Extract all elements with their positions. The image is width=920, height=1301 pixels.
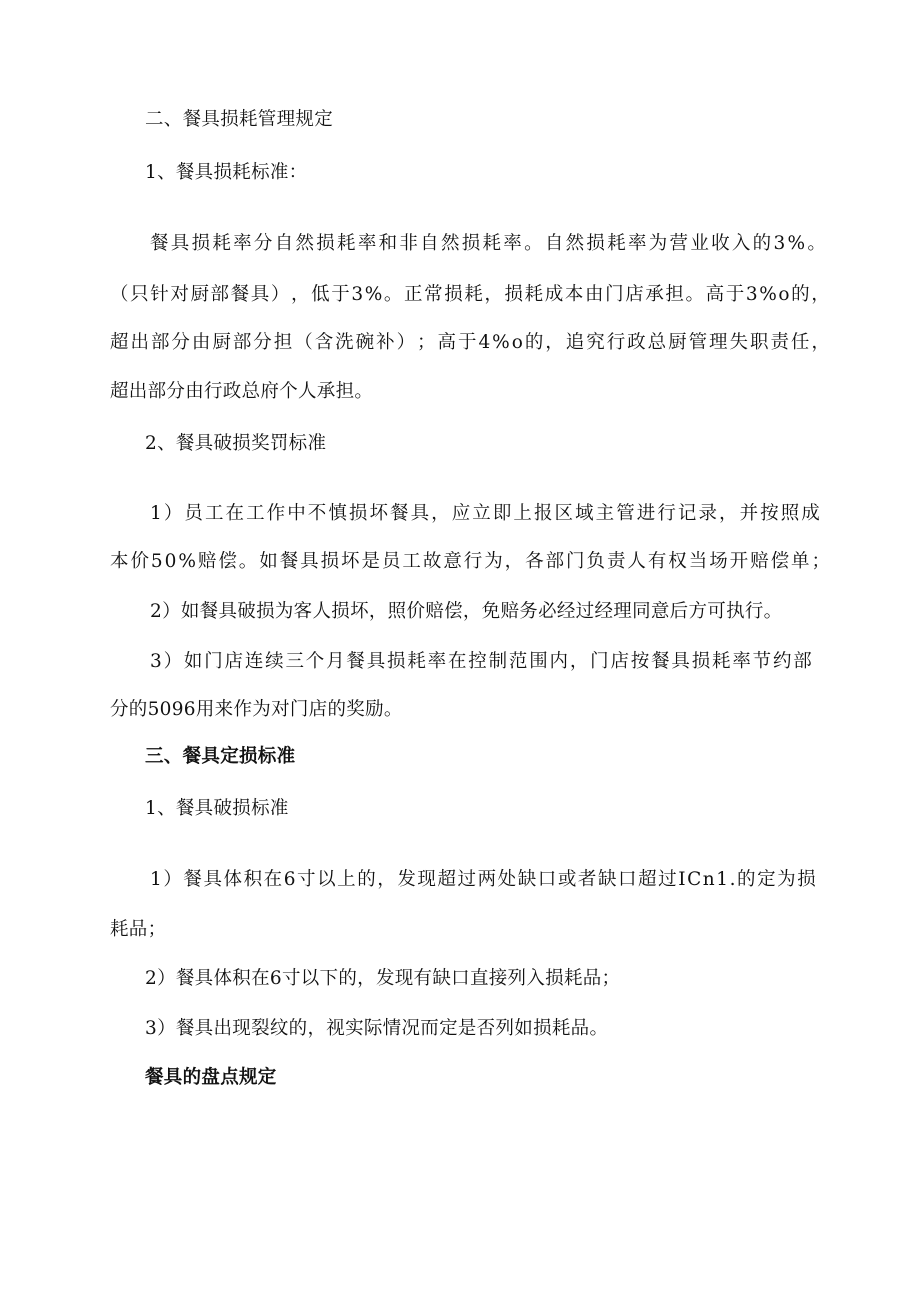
list-item-text-char: 不 (307, 503, 327, 524)
list-item-text-char: 餐 (279, 551, 299, 572)
paragraph-text-char: 的 (524, 332, 544, 353)
list-item-text-char: 偿 (770, 551, 790, 572)
list-item-text-char: 工 (204, 503, 224, 524)
list-item-text-char: 围 (529, 651, 548, 672)
paragraph-text-char: ， (811, 332, 830, 353)
paragraph-text-char: 针 (150, 284, 169, 305)
list-item-text-char: 按 (760, 503, 779, 524)
list-item-text-char: 范 (508, 651, 528, 672)
list-item-text-char: 上 (337, 869, 356, 890)
paragraph-text-char: 。 (685, 284, 705, 305)
list-item-text-char: 报 (533, 503, 553, 524)
list-item-text-char: 具 (366, 651, 386, 672)
paragraph-text-char: 耗 (464, 284, 483, 305)
list-item-text-char: ， (377, 869, 396, 890)
list-item-text-char: 店 (610, 651, 629, 672)
list-item-text-char: ， (569, 651, 589, 672)
paragraph-text-char: 然 (295, 233, 314, 254)
paragraph-text-char: 超 (110, 332, 129, 353)
paragraph-text-char: 店 (625, 284, 644, 305)
paragraph-text-char: 部 (150, 332, 170, 353)
paragraph-text-char: 业 (690, 233, 709, 254)
list-item-text-char: 两 (477, 869, 497, 890)
paragraph-text-char: % (787, 233, 806, 254)
list-item-text-char: 人 (627, 551, 646, 572)
paragraph-text-char: 率 (357, 233, 377, 254)
list-item-text-char: 上 (513, 503, 532, 524)
paragraph-text-char: 的 (791, 284, 810, 305)
list-item-text-char: 在 (263, 869, 283, 890)
paragraph-text-char: 出 (130, 332, 149, 353)
paragraph-text-char: 管 (688, 332, 708, 353)
paragraph-text-char: 于 (457, 332, 477, 353)
paragraph-text-char: 本 (564, 284, 584, 305)
paragraph-text-char: 入 (731, 233, 751, 254)
paragraph-text-char: 低 (311, 284, 330, 305)
list-item-text-char: 域 (575, 503, 594, 524)
list-item-text-char: 坏 (341, 551, 360, 572)
list-item-text-char: 照 (780, 503, 800, 524)
paragraph-text-char: 洗 (335, 332, 354, 353)
paragraph-text-char: 餐 (150, 233, 169, 254)
paragraph-text-char: % (492, 332, 510, 353)
list-item-text-char: 成 (801, 503, 820, 524)
list-item-text-char: 超 (638, 869, 657, 890)
list-item-text-char: 中 (287, 503, 306, 524)
list-item-text-char: 损 (348, 503, 368, 524)
list-item-text-char: 餐 (183, 869, 202, 890)
paragraph-text-char: 自 (274, 233, 294, 254)
paragraph-text-char: 厨 (668, 332, 687, 353)
paragraph-text-char: % (759, 284, 777, 305)
paragraph-text-char: 然 (565, 233, 585, 254)
list-item-text-char: 餐 (651, 651, 670, 672)
final-heading: 餐具的盘点规定 (145, 1067, 277, 1088)
list-item (150, 502, 820, 526)
list-item-text-char: 行 (657, 503, 676, 524)
paragraph-text-char: ； (417, 332, 436, 353)
paragraph-text-char: 损 (586, 233, 605, 254)
list-item-text-char: 损 (691, 651, 711, 672)
paragraph-text-char: 究 (586, 332, 605, 353)
paragraph-text-char: 成 (544, 284, 564, 305)
paragraph-text-char: 行 (606, 332, 626, 353)
list-item-text-char: 门 (590, 651, 609, 672)
paragraph-text-char: 率 (503, 233, 522, 254)
list-item-text-char: 餐 (346, 651, 365, 672)
paragraph-text-char: 于 (725, 284, 745, 305)
list-item-text-char: 意 (443, 551, 462, 572)
list-item (150, 868, 816, 892)
list-item-text-char: 耗 (712, 651, 731, 672)
paragraph-text-char: 率 (233, 233, 252, 254)
list-item-text-char: 具 (203, 869, 222, 890)
paragraph-text-char: 于 (331, 284, 350, 305)
paragraph-text-char: 具 (250, 284, 270, 305)
paragraph-text-char: 耗 (482, 233, 502, 254)
list-item-text-char: 1 (716, 869, 729, 890)
list-item-continuation (110, 550, 830, 574)
paragraph-text-char: 耗 (212, 233, 231, 254)
list-item-text-char: 作 (266, 503, 286, 524)
list-item-text-char: . (729, 869, 736, 890)
list-item-text-char: 缺 (517, 869, 537, 890)
paragraph-text-char: ） (396, 332, 416, 353)
section-3-heading: 三、餐具定损标准 (145, 746, 296, 767)
paragraph-line: 超出部分由行政总府个人承担。 (110, 381, 374, 402)
paragraph-text-char: 厨 (212, 332, 231, 353)
list-item-text-char: 负 (586, 551, 605, 572)
list-item-text-char: 主 (595, 503, 615, 524)
list-item: 3）餐具出现裂纹的，视实际情况而定是否列如损耗品。 (145, 1018, 609, 1039)
list-item-text-char: 如 (259, 551, 278, 572)
paragraph-text-char: ， (290, 284, 310, 305)
list-item-text-char: 各 (525, 551, 544, 572)
paragraph-text-char: 部 (210, 284, 230, 305)
list-item-text-char: 定 (757, 869, 776, 890)
list-item: 2）如餐具破损为客人损坏，照价赔偿，免赔务必经过经理同意后方可执行。 (150, 601, 783, 622)
paragraph-text-char: ， (545, 332, 564, 353)
list-item-text-char: 0 (164, 551, 177, 572)
section-3-item-1-heading: 1、餐具破损标准 (145, 798, 289, 819)
list-item-text-char: 为 (484, 551, 503, 572)
paragraph-text-char: 责 (770, 332, 789, 353)
list-item-text-char: ， (431, 503, 450, 524)
paragraph-text-char: o (778, 284, 790, 305)
paragraph-text-char: 理 (709, 332, 728, 353)
list-item-text-char: 门 (566, 551, 585, 572)
list-item-text-char: 率 (427, 651, 447, 672)
list-item (150, 650, 812, 674)
list-item-text-char: 如 (183, 651, 203, 672)
list-item-text-char: 3 (150, 651, 162, 672)
list-item-text-char: 行 (463, 551, 483, 572)
list-item-text-char: 权 (668, 551, 687, 572)
paragraph-text-char: 3 (773, 233, 786, 254)
list-item-continuation: 分的5096用来作为对门店的奖励。 (110, 699, 403, 720)
paragraph-text-char: 正 (403, 284, 423, 305)
list-item-text-char: 偿 (218, 551, 237, 572)
list-item-text-char: 现 (417, 869, 436, 890)
paragraph-text-char: 收 (711, 233, 730, 254)
list-item-text-char: 部 (545, 551, 565, 572)
list-item-text-char: 店 (224, 651, 244, 672)
paragraph-text-char: 营 (669, 233, 689, 254)
paragraph-text-char: 耗 (607, 233, 626, 254)
paragraph-text-char: 由 (191, 332, 211, 353)
list-item-text-char: 过 (658, 869, 677, 890)
list-item-text-char: 故 (422, 551, 442, 572)
paragraph-text-char: 厨 (190, 284, 209, 305)
list-item-text-char: 工 (402, 551, 421, 572)
list-item-text-char: 具 (300, 551, 319, 572)
list-item-text-char: 续 (265, 651, 284, 672)
paragraph-text-char: 自 (420, 233, 439, 254)
list-item-text-char: 口 (618, 869, 637, 890)
list-item-text-char: 损 (387, 651, 406, 672)
list-item-text-char: 并 (739, 503, 759, 524)
paragraph-text-char: 餐 (230, 284, 250, 305)
paragraph-text-char: o (511, 332, 523, 353)
list-item-text-char: C (687, 869, 702, 890)
list-item-text-char: 发 (397, 869, 416, 890)
paragraph-text-char: 分 (253, 233, 273, 254)
paragraph-text-char: 门 (605, 284, 624, 305)
paragraph-text-char: 为 (648, 233, 668, 254)
list-item-text-char: 具 (410, 503, 430, 524)
paragraph-text-char: 碗 (355, 332, 375, 353)
list-item-text-char: 损 (797, 869, 816, 890)
section-2-item-1-heading: 1、餐具损耗标准： (145, 162, 308, 183)
list-item-text-char: 录 (698, 503, 717, 524)
paragraph-text-char: 分 (253, 332, 272, 353)
paragraph-text-char: 和 (378, 233, 398, 254)
list-item-text-char: 管 (616, 503, 635, 524)
list-item-text-char: 赔 (750, 551, 769, 572)
list-item-text-char: 即 (492, 503, 512, 524)
list-item-text-char: 坏 (369, 503, 388, 524)
list-item-text-char: % (178, 551, 196, 572)
list-item-text-char: 个 (305, 651, 325, 672)
paragraph-text-char: 由 (584, 284, 604, 305)
paragraph-text-char: 政 (627, 332, 646, 353)
paragraph-text-char: 职 (749, 332, 769, 353)
paragraph-text-char: 追 (565, 332, 585, 353)
list-item-text-char: 门 (204, 651, 223, 672)
list-item-text-char: 。 (238, 551, 258, 572)
paragraph-text-char: 损 (504, 284, 524, 305)
list-item-text-char: 立 (472, 503, 491, 524)
list-item-text-char: 慎 (328, 503, 347, 524)
paragraph-text-char: 3 (745, 284, 758, 305)
list-item-text-char: 处 (497, 869, 517, 890)
list-item-text-char: 寸 (297, 869, 316, 890)
list-item-text-char: n (702, 869, 715, 890)
list-item-text-char: 耗 (407, 651, 426, 672)
paragraph-text-char: 损 (461, 233, 481, 254)
list-item-text-char: 的 (737, 869, 756, 890)
list-item-text-char: 责 (606, 551, 626, 572)
paragraph-text-char: 具 (170, 233, 190, 254)
paragraph-text-char: （ (294, 332, 313, 353)
paragraph-text-char: 只 (130, 284, 149, 305)
list-item-text-char: 部 (793, 651, 812, 672)
paragraph-line (150, 232, 826, 256)
paragraph-text-char: 高 (437, 332, 457, 353)
list-item-text-char: 的 (357, 869, 376, 890)
paragraph-text-char: 含 (314, 332, 334, 353)
paragraph-text-char: （ (110, 284, 129, 305)
list-item-text-char: 体 (223, 869, 243, 890)
list-item-text-char: 内 (549, 651, 569, 672)
list-item-text-char: 月 (326, 651, 345, 672)
list-item-text-char: 口 (537, 869, 557, 890)
list-item-text-char: 5 (150, 551, 163, 572)
list-item-text-char: 控 (468, 651, 487, 672)
paragraph-text-char: 担 (273, 332, 293, 353)
list-item-text-char: 在 (447, 651, 467, 672)
list-item-text-char: 餐 (390, 503, 409, 524)
paragraph-text-char: 。 (383, 284, 403, 305)
list-item-text-char: I (678, 869, 686, 890)
list-item-text-char: 损 (320, 551, 340, 572)
paragraph-text-char: 任 (790, 332, 810, 353)
list-item-text-char: 三 (285, 651, 304, 672)
list-item-text-char: 应 (451, 503, 471, 524)
list-item-text-char: ） (163, 651, 183, 672)
paragraph-text-char: ， (811, 284, 830, 305)
paragraph-text-char: % (364, 284, 383, 305)
list-item-text-char: 具 (671, 651, 690, 672)
paragraph-text-char: 损 (316, 233, 335, 254)
list-item-text-char: ， (719, 503, 738, 524)
list-item-text-char: 过 (457, 869, 477, 890)
paragraph-text-char: 非 (399, 233, 418, 254)
list-item-text-char: ； (811, 551, 830, 572)
paragraph-text-char: 3 (351, 284, 364, 305)
list-item-text-char: 在 (225, 503, 245, 524)
list-item-text-char: 制 (488, 651, 508, 672)
paragraph-text-char: 承 (645, 284, 664, 305)
paragraph-text-char: 。 (524, 233, 543, 254)
paragraph-text-char: 然 (440, 233, 460, 254)
paragraph-line (110, 331, 830, 355)
list-item-text-char: 当 (688, 551, 708, 572)
paragraph-line (110, 283, 830, 307)
list-item-text-char: 缺 (597, 869, 617, 890)
list-item-text-char: 约 (772, 651, 792, 672)
paragraph-text-char: 担 (665, 284, 684, 305)
paragraph-text-char: 的 (752, 233, 772, 254)
list-item-text-char: 工 (246, 503, 265, 524)
list-item-text-char: 节 (752, 651, 772, 672)
list-item-text-char: 以 (317, 869, 336, 890)
section-2-item-2-heading: 2、餐具破损奖罚标准 (145, 433, 327, 454)
paragraph-text-char: 补 (376, 332, 395, 353)
section-2-heading: 二、餐具损耗管理规定 (145, 109, 334, 130)
list-item-text-char: 为 (777, 869, 796, 890)
list-item-text-char: 是 (361, 551, 381, 572)
list-item: 2）餐具体积在6寸以下的，发现有缺口直接列入损耗品； (145, 968, 621, 989)
list-item-text-char: 有 (647, 551, 667, 572)
paragraph-text-char: 自 (544, 233, 564, 254)
list-item-text-char: ） (163, 869, 182, 890)
list-item-text-char: 连 (244, 651, 264, 672)
list-item-text-char: 赔 (197, 551, 217, 572)
list-item-text-char: 1 (150, 503, 162, 524)
paragraph-text-char: 总 (647, 332, 667, 353)
paragraph-text-char: ） (270, 284, 290, 305)
list-item-text-char: 率 (732, 651, 751, 672)
paragraph-text-char: 耗 (337, 233, 356, 254)
paragraph-text-char: 损 (191, 233, 211, 254)
paragraph-text-char: 。 (807, 233, 826, 254)
list-item-text-char: 积 (243, 869, 263, 890)
list-item-text-char: 本 (110, 551, 129, 572)
paragraph-text-char: 耗 (524, 284, 544, 305)
list-item-text-char: 记 (677, 503, 697, 524)
list-item-continuation: 耗品； (110, 919, 167, 940)
paragraph-text-char: 分 (171, 332, 190, 353)
list-item-text-char: ， (504, 551, 524, 572)
paragraph-text-char: 常 (424, 284, 443, 305)
list-item-text-char: 区 (554, 503, 574, 524)
paragraph-text-char: 率 (627, 233, 647, 254)
list-item-text-char: 员 (381, 551, 401, 572)
paragraph-text-char: 4 (478, 332, 491, 353)
list-item-text-char: 员 (184, 503, 203, 524)
paragraph-text-char: 损 (444, 284, 463, 305)
list-item-text-char: 6 (283, 869, 296, 890)
list-item-text-char: 进 (636, 503, 656, 524)
list-item-text-char: 开 (729, 551, 749, 572)
list-item-text-char: 超 (437, 869, 456, 890)
list-item-text-char: 价 (130, 551, 149, 572)
list-item-text-char: 场 (709, 551, 728, 572)
list-item-text-char: ） (163, 503, 183, 524)
list-item-text-char: 或 (557, 869, 577, 890)
paragraph-text-char: ， (484, 284, 503, 305)
list-item-text-char: 1 (150, 869, 162, 890)
paragraph-text-char: 对 (170, 284, 189, 305)
paragraph-text-char: 高 (705, 284, 725, 305)
list-item-text-char: 单 (791, 551, 810, 572)
paragraph-text-char: 失 (729, 332, 749, 353)
list-item-text-char: 者 (577, 869, 597, 890)
list-item-text-char: 按 (630, 651, 650, 672)
paragraph-text-char: 部 (232, 332, 252, 353)
